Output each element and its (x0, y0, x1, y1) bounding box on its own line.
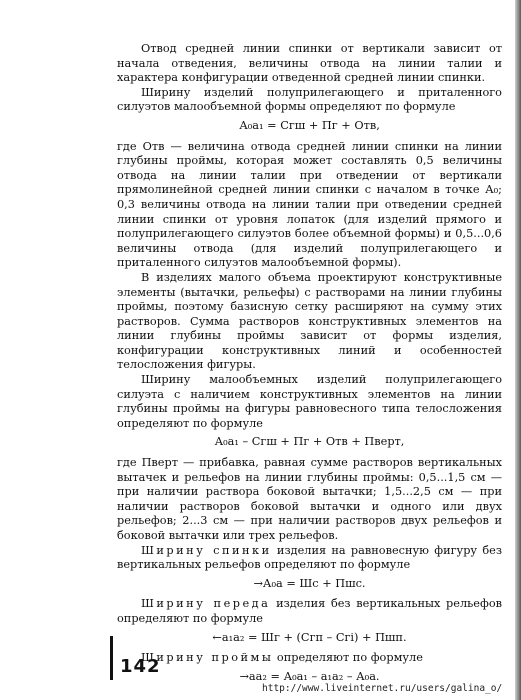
scan-edge-shadow (515, 0, 521, 700)
formula-2: А₀а₁ – Сгш + Пг + Отв + Пверт, (214, 435, 405, 449)
formula-4: ←а₁а₂ = Шг + (Сгп – Сгі) + Пшп. (212, 630, 407, 644)
paragraph-7 (117, 544, 502, 573)
paragraph-8-text: изделия без вертикальных рельефов определяют по формуле (117, 597, 502, 625)
formula-3: →А₀а = Шс + Пшс. (253, 576, 366, 590)
document-page (117, 42, 502, 690)
formula-1: А₀а₁ = Сгш + Пг + Отв, (239, 118, 380, 132)
paragraph-6: где Пверт — прибавка, равная сумме растворов вертикальных вытачек и рельефов на линии глубины проймы: 0,5...1,5 см — при наличии раствора боковой вытачки; 1,5...2,5 см — при наличии растворов боковой вытачки и одного или двух рельефов; 2...3 см — при наличии растворов двух рельефов и боковой вытачки или трех рельефов. (117, 456, 502, 542)
page-number: 142 (120, 656, 161, 677)
paragraph-5: Ширину малообъемных изделий полуприлегающего силуэта с наличием конструктивных элементов на линии глубины проймы на фигуры равновесного типа телосложения определяют по формуле (117, 373, 502, 430)
paragraph-3: где Отв — величина отвода средней линии спинки на линии глубины проймы, которая может составлять 0,5 величины отвода на линии талии при отведении от вертикали прямолинейной средней линии спинки с началом в точке А₀; 0,3 величины отвода на линии талии при отведении средней линии спинки от уровня лопаток (для изделий прямого и полуприлегающего силуэтов более объемной формы) и 0,5...0,6 величины отвода (для изделий полуприлегающего и приталенного силуэтов малообъемной формы). (117, 139, 502, 270)
page-number-bar (110, 636, 113, 680)
paragraph-7-text: изделия на равновесную фигуру без вертикальных рельефов определяют по формуле (117, 543, 502, 572)
watermark-url: http://www.liveinternet.ru/users/galina_o/ (262, 683, 503, 694)
paragraph-8 (117, 597, 502, 626)
term-back-width: Ширину спинки (141, 543, 272, 557)
paragraph-4: В изделиях малого объема проектируют конструктивные элементы (вытачки, рельефы) с растворами на линии глубины проймы, поэтому базисную сетку расширяют на сумму этих растворов. Сумма растворов конструктивных элементов на линии глубины проймы зависит от формы изделия, конфигурации конструктивных линий и особенностей телосложения фигуры. (117, 270, 502, 372)
paragraph-1: Отвод средней линии спинки от вертикали зависит от начала отведения, величины отвода на линии талии и характера конфигурации отведенной средней линии спинки. (117, 42, 502, 85)
paragraph-9 (117, 651, 502, 666)
paragraph-2: Ширину изделий полуприлегающего и приталенного силуэтов малообъемной формы определяют по формуле (117, 85, 502, 114)
term-front-width: Ширину переда (141, 597, 271, 611)
term-armhole-width: Ширину проймы (141, 651, 274, 665)
paragraph-9-text: определяют по формуле (273, 651, 423, 665)
formula-5: →аа₂ = А₀а₁ – а₁а₂ – А₀а. (239, 669, 380, 683)
